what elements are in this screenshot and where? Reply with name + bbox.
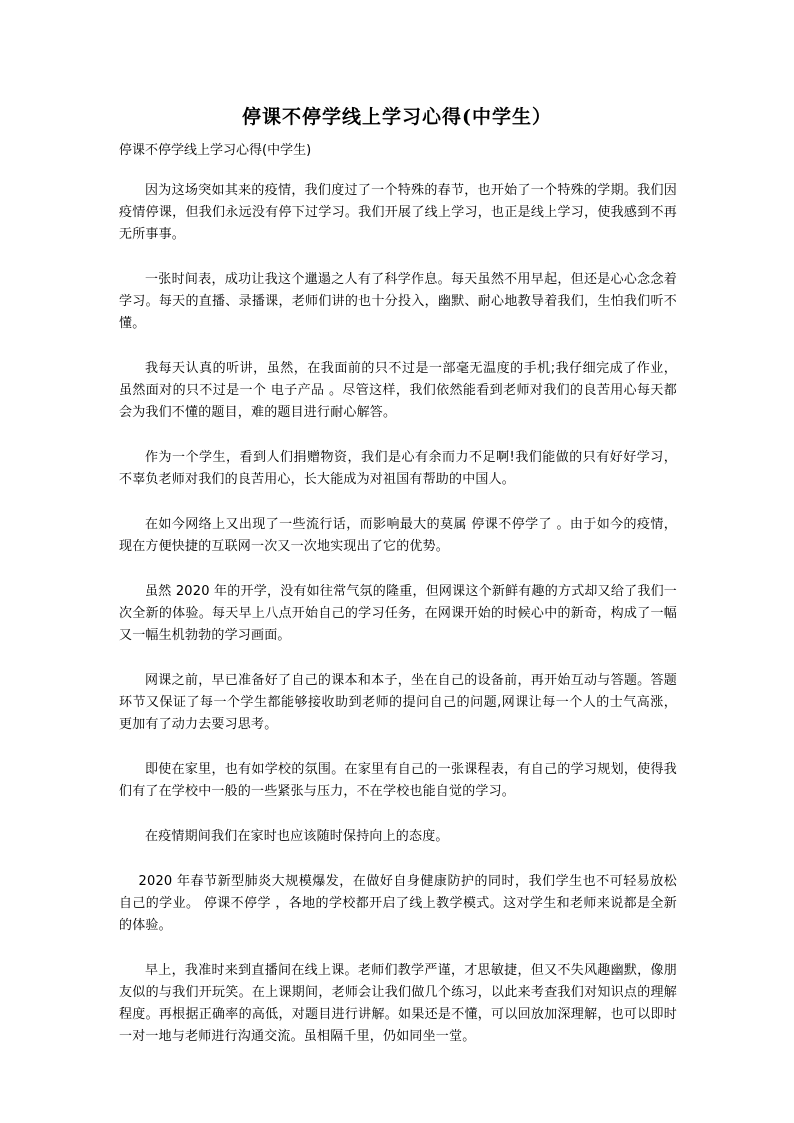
paragraph: 早上，我准时来到直播间在线上课。老师们教学严谨，才思敏捷，但又不失风趣幽默，像朋友似的与我们开玩笑。在上课期间，老师会让我们做几个练习，以此来考查我们对知识点的理解程度。再根据正确率的高低，对题目进行讲解。如果还是不懂，可以回放加深理解，也可以即时一对一地与老师进行沟通交流。虽相隔千里，仍如同坐一堂。: [119, 963, 677, 1044]
paragraph: 2020 年春节新型肺炎大规模爆发，在做好自身健康防护的同时，我们学生也不可轻易放松自己的学业。 停课不停学 ，各地的学校都开启了线上教学模式。这对学生和老师来说都是全新的体验。: [119, 874, 677, 933]
document-title: 停课不停学线上学习心得(中学生）: [242, 106, 552, 128]
paragraph: 在如今网络上又出现了一些流行话，而影响最大的莫属 停课不停学了 。由于如今的疫情，现在方便快捷的互联网一次又一次地实现出了它的优势。: [119, 517, 677, 554]
document-body: [119, 180, 677, 1071]
paragraph: 网课之前，早已准备好了自己的课本和本子，坐在自己的设备前，再开始互动与答题。答题环节又保证了每一个学生都能够接收助到老师的提问自己的问题,网课让每一个人的士气高涨，更加有了动力去要习思考。: [119, 673, 677, 732]
paragraph: 即使在家里，也有如学校的氛围。在家里有自己的一张课程表，有自己的学习规划，使得我们有了在学校中一般的一些紧张与压力，不在学校也能自觉的学习。: [119, 762, 677, 799]
paragraph: 作为一个学生，看到人们捐赠物资，我们是心有余而力不足啊!我们能做的只有好好学习，不辜负老师对我们的良苦用心，长大能成为对祖国有帮助的中国人。: [119, 450, 677, 487]
paragraph: 一张时间表，成功让我这个邋遢之人有了科学作息。每天虽然不用早起，但还是心心念念着学习。每天的直播、录播课，老师们讲的也十分投入，幽默、耐心地教导着我们，生怕我们听不懂。: [119, 272, 677, 331]
paragraph: 虽然 2020 年的开学，没有如往常气氛的隆重，但网课这个新鲜有趣的方式却又给了我们一次全新的体验。每天早上八点开始自己的学习任务，在网课开始的时候心中的新奇，构成了一幅又一幅生机勃勃的学习画面。: [119, 584, 677, 643]
paragraph: 我每天认真的听讲，虽然，在我面前的只不过是一部毫无温度的手机;我仔细完成了作业，虽然面对的只不过是一个 电子产品 。尽管这样，我们依然能看到老师对我们的良苦用心每天都会为我们不懂的题目，难的题目进行耐心解答。: [119, 361, 677, 420]
paragraph: 因为这场突如其来的疫情，我们度过了一个特殊的春节，也开始了一个特殊的学期。我们因疫情停课，但我们永远没有停下过学习。我们开展了线上学习，也正是线上学习，使我感到不再无所事事。: [119, 183, 677, 242]
paragraph: 在疫情期间我们在家时也应该随时保持向上的态度。: [145, 829, 449, 844]
document-subtitle: 停课不停学线上学习心得(中学生): [119, 143, 312, 158]
